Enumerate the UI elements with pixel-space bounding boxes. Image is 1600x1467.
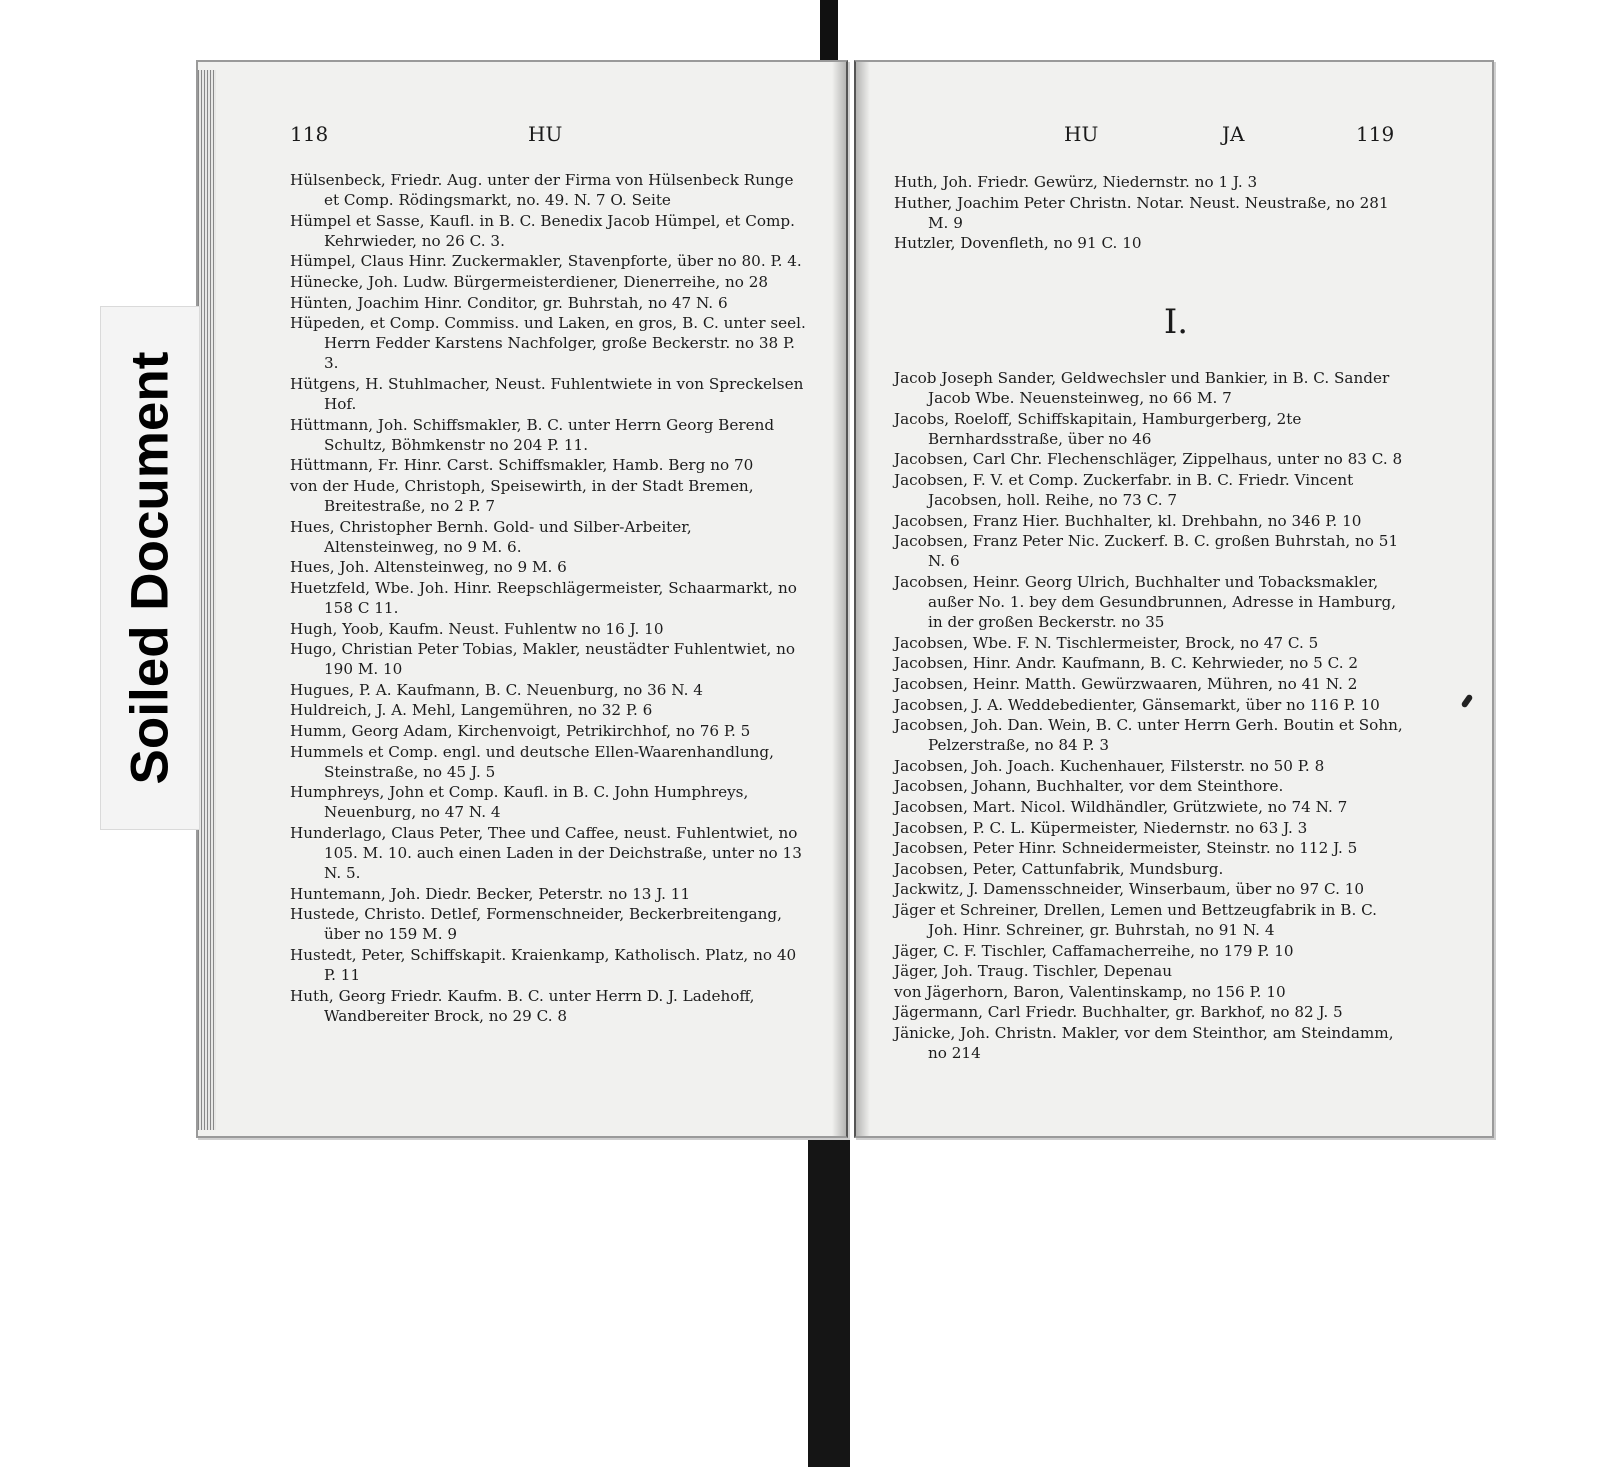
- directory-entry: Hümpel et Sasse, Kaufl. in B. C. Benedix Jacob Hümpel, et Comp. Kehrwieder, no 26 C. 3.: [290, 211, 795, 250]
- page-edges: [198, 70, 216, 1130]
- page-number: 119: [1356, 122, 1395, 146]
- directory-entry: Jacobsen, Joh. Joach. Kuchenhauer, Filsterstr. no 50 P. 8: [894, 756, 1325, 775]
- directory-entry: Hustedt, Peter, Schiffskapit. Kraienkamp, Katholisch. Platz, no 40 P. 11: [290, 946, 797, 985]
- directory-entry: Hünten, Joachim Hinr. Conditor, gr. Buhrstah, no 47 N. 6: [290, 293, 728, 312]
- directory-entry: Jacobsen, P. C. L. Küpermeister, Niedernstr. no 63 J. 3: [894, 818, 1308, 837]
- directory-entry: Hutzler, Dovenfleth, no 91 C. 10: [894, 234, 1142, 253]
- gutter-shadow: [832, 62, 846, 1136]
- directory-entry: Huth, Georg Friedr. Kaufm. B. C. unter Herrn D. J. Ladehoff, Wandbereiter Brock, no 29 C. 8: [290, 986, 755, 1025]
- directory-entry: Jacobsen, F. V. et Comp. Zuckerfabr. in B. C. Friedr. Vincent Jacobsen, holl. Reihe, no 73 C. 7: [894, 470, 1354, 510]
- directory-entries: [894, 368, 1406, 1064]
- directory-entry: Jacobsen, Joh. Dan. Wein, B. C. unter Herrn Gerh. Boutin et Sohn, Pelzerstraße, no 84 P. 3: [894, 716, 1403, 755]
- directory-entry: Huntemann, Joh. Diedr. Becker, Peterstr. no 13 J. 11: [290, 884, 691, 903]
- page-number: 118: [290, 122, 329, 146]
- directory-entry: Huetzfeld, Wbe. Joh. Hinr. Reepschlägermeister, Schaarmarkt, no 158 C 11.: [290, 578, 797, 617]
- directory-entry: Hues, Joh. Altensteinweg, no 9 M. 6: [290, 558, 567, 577]
- directory-entry: Hustede, Christo. Detlef, Formenschneider, Beckerbreitengang, über no 159 M. 9: [290, 905, 782, 944]
- directory-entry: Jacobsen, Heinr. Georg Ulrich, Buchhalter und Tobacksmakler, außer No. 1. bey dem Gesundbrunnen, Adresse in Hamburg, in der großen Beckerstr. no 35: [894, 572, 1397, 632]
- binding-strip-lower: [808, 1130, 850, 1467]
- directory-entry: von der Hude, Christoph, Speisewirth, in der Stadt Bremen, Breitestraße, no 2 P. 7: [290, 476, 754, 515]
- directory-entry: Jacobsen, Peter, Cattunfabrik, Mundsburg.: [894, 859, 1224, 878]
- directory-entry: Jacobsen, Wbe. F. N. Tischlermeister, Brock, no 47 C. 5: [894, 633, 1319, 652]
- directory-entry: Jäger, C. F. Tischler, Caffamacherreihe, no 179 P. 10: [894, 941, 1294, 960]
- directory-entry: Humphreys, John et Comp. Kaufl. in B. C. John Humphreys, Neuenburg, no 47 N. 4: [290, 783, 749, 822]
- directory-entry: Hugues, P. A. Kaufmann, B. C. Neuenburg, no 36 N. 4: [290, 680, 703, 699]
- directory-entry: Humm, Georg Adam, Kirchenvoigt, Petrikirchhof, no 76 P. 5: [290, 722, 751, 741]
- directory-entry: Jägermann, Carl Friedr. Buchhalter, gr. Barkhof, no 82 J. 5: [894, 1003, 1343, 1022]
- running-header-right: JA: [1222, 122, 1245, 146]
- label-text: Soiled Document: [120, 351, 180, 785]
- directory-entry: Jacobsen, Johann, Buchhalter, vor dem Steinthore.: [894, 777, 1284, 796]
- directory-entry: Jacobsen, Hinr. Andr. Kaufmann, B. C. Kehrwieder, no 5 C. 2: [894, 654, 1359, 673]
- directory-entry: Hüpeden, et Comp. Commiss. und Laken, en gros, B. C. unter seel. Herrn Fedder Karstens Nachfolger, große Beckerstr. no 38 P. 3.: [290, 314, 806, 373]
- directory-entry: Hugo, Christian Peter Tobias, Makler, neustädter Fuhlentwiet, no 190 M. 10: [290, 640, 796, 679]
- directory-entry: Jackwitz, J. Damensschneider, Winserbaum, über no 97 C. 10: [894, 880, 1365, 899]
- soiled-document-label: [100, 306, 200, 830]
- directory-entry: Hues, Christopher Bernh. Gold- und Silber-Arbeiter, Altensteinweg, no 9 M. 6.: [290, 517, 692, 556]
- directory-entry: Hütgens, H. Stuhlmacher, Neust. Fuhlentwiete in von Spreckelsen Hof.: [290, 374, 804, 414]
- gutter-shadow: [856, 62, 870, 1136]
- directory-entry: Hüttmann, Joh. Schiffsmakler, B. C. unter Herrn Georg Berend Schultz, Böhmkenstr no 204 P. 11.: [290, 415, 775, 454]
- directory-entry: Hüttmann, Fr. Hinr. Carst. Schiffsmakler, Hamb. Berg no 70: [290, 456, 754, 475]
- directory-entry: Jänicke, Joh. Christn. Makler, vor dem Steinthor, am Steindamm, no 214: [894, 1024, 1394, 1063]
- section-letter-heading: I.: [1163, 302, 1189, 342]
- directory-entry: Huldreich, J. A. Mehl, Langemühren, no 32 P. 6: [290, 701, 653, 720]
- right-page: [854, 60, 1494, 1138]
- directory-entry: Jacobsen, Heinr. Matth. Gewürzwaaren, Mühren, no 41 N. 2: [894, 674, 1358, 693]
- directory-entries: [290, 170, 810, 1026]
- directory-entry: Jacobs, Roeloff, Schiffskapitain, Hamburgerberg, 2te Bernhardsstraße, über no 46: [894, 409, 1302, 448]
- directory-entries-upper: [894, 172, 1406, 254]
- directory-entry: Huth, Joh. Friedr. Gewürz, Niedernstr. no 1 J. 3: [894, 173, 1258, 191]
- directory-entry: Jäger, Joh. Traug. Tischler, Depenau: [894, 962, 1173, 981]
- directory-entry: Jacobsen, Peter Hinr. Schneidermeister, Steinstr. no 112 J. 5: [894, 839, 1358, 858]
- directory-entry: Hummels et Comp. engl. und deutsche Ellen-Waarenhandlung, Steinstraße, no 45 J. 5: [290, 742, 774, 781]
- directory-entry: von Jägerhorn, Baron, Valentinskamp, no 156 P. 10: [894, 982, 1286, 1001]
- directory-entry: Hugh, Yoob, Kaufm. Neust. Fuhlentw no 16 J. 10: [290, 619, 664, 638]
- directory-entry: Hünecke, Joh. Ludw. Bürgermeisterdiener, Dienerreihe, no 28: [290, 272, 769, 291]
- directory-entry: Jacobsen, Franz Peter Nic. Zuckerf. B. C. großen Buhrstah, no 51 N. 6: [894, 532, 1399, 571]
- directory-entry: Jäger et Schreiner, Drellen, Lemen und Bettzeugfabrik in B. C. Joh. Hinr. Schreiner, gr. Buhrstah, no 91 N. 4: [894, 900, 1378, 940]
- directory-entry: Huther, Joachim Peter Christn. Notar. Neust. Neustraße, no 281 M. 9: [894, 193, 1389, 232]
- directory-entry: Hülsenbeck, Friedr. Aug. unter der Firma von Hülsenbeck Runge et Comp. Rödingsmarkt, no. 49. N. 7 O. Seite: [290, 171, 794, 210]
- left-page: [196, 60, 848, 1138]
- directory-entry: Jacob Joseph Sander, Geldwechsler und Bankier, in B. C. Sander Jacob Wbe. Neuensteinweg, no 66 M. 7: [894, 369, 1390, 408]
- directory-entry: Hümpel, Claus Hinr. Zuckermakler, Stavenpforte, über no 80. P. 4.: [290, 252, 802, 271]
- running-header: HU: [528, 122, 563, 146]
- directory-entry: Jacobsen, Carl Chr. Flechenschläger, Zippelhaus, unter no 83 C. 8: [894, 450, 1403, 469]
- running-header-left: HU: [1064, 122, 1099, 146]
- directory-entry: Jacobsen, J. A. Weddebedienter, Gänsemarkt, über no 116 P. 10: [894, 695, 1380, 714]
- open-book: [196, 60, 1496, 1140]
- directory-entry: Jacobsen, Mart. Nicol. Wildhändler, Grützwiete, no 74 N. 7: [894, 797, 1348, 816]
- directory-entry: Jacobsen, Franz Hier. Buchhalter, kl. Drehbahn, no 346 P. 10: [894, 511, 1362, 530]
- directory-entry: Hunderlago, Claus Peter, Thee und Caffee, neust. Fuhlentwiet, no 105. M. 10. auch einen Laden in der Deichstraße, unter no 13 N. 5.: [290, 824, 802, 883]
